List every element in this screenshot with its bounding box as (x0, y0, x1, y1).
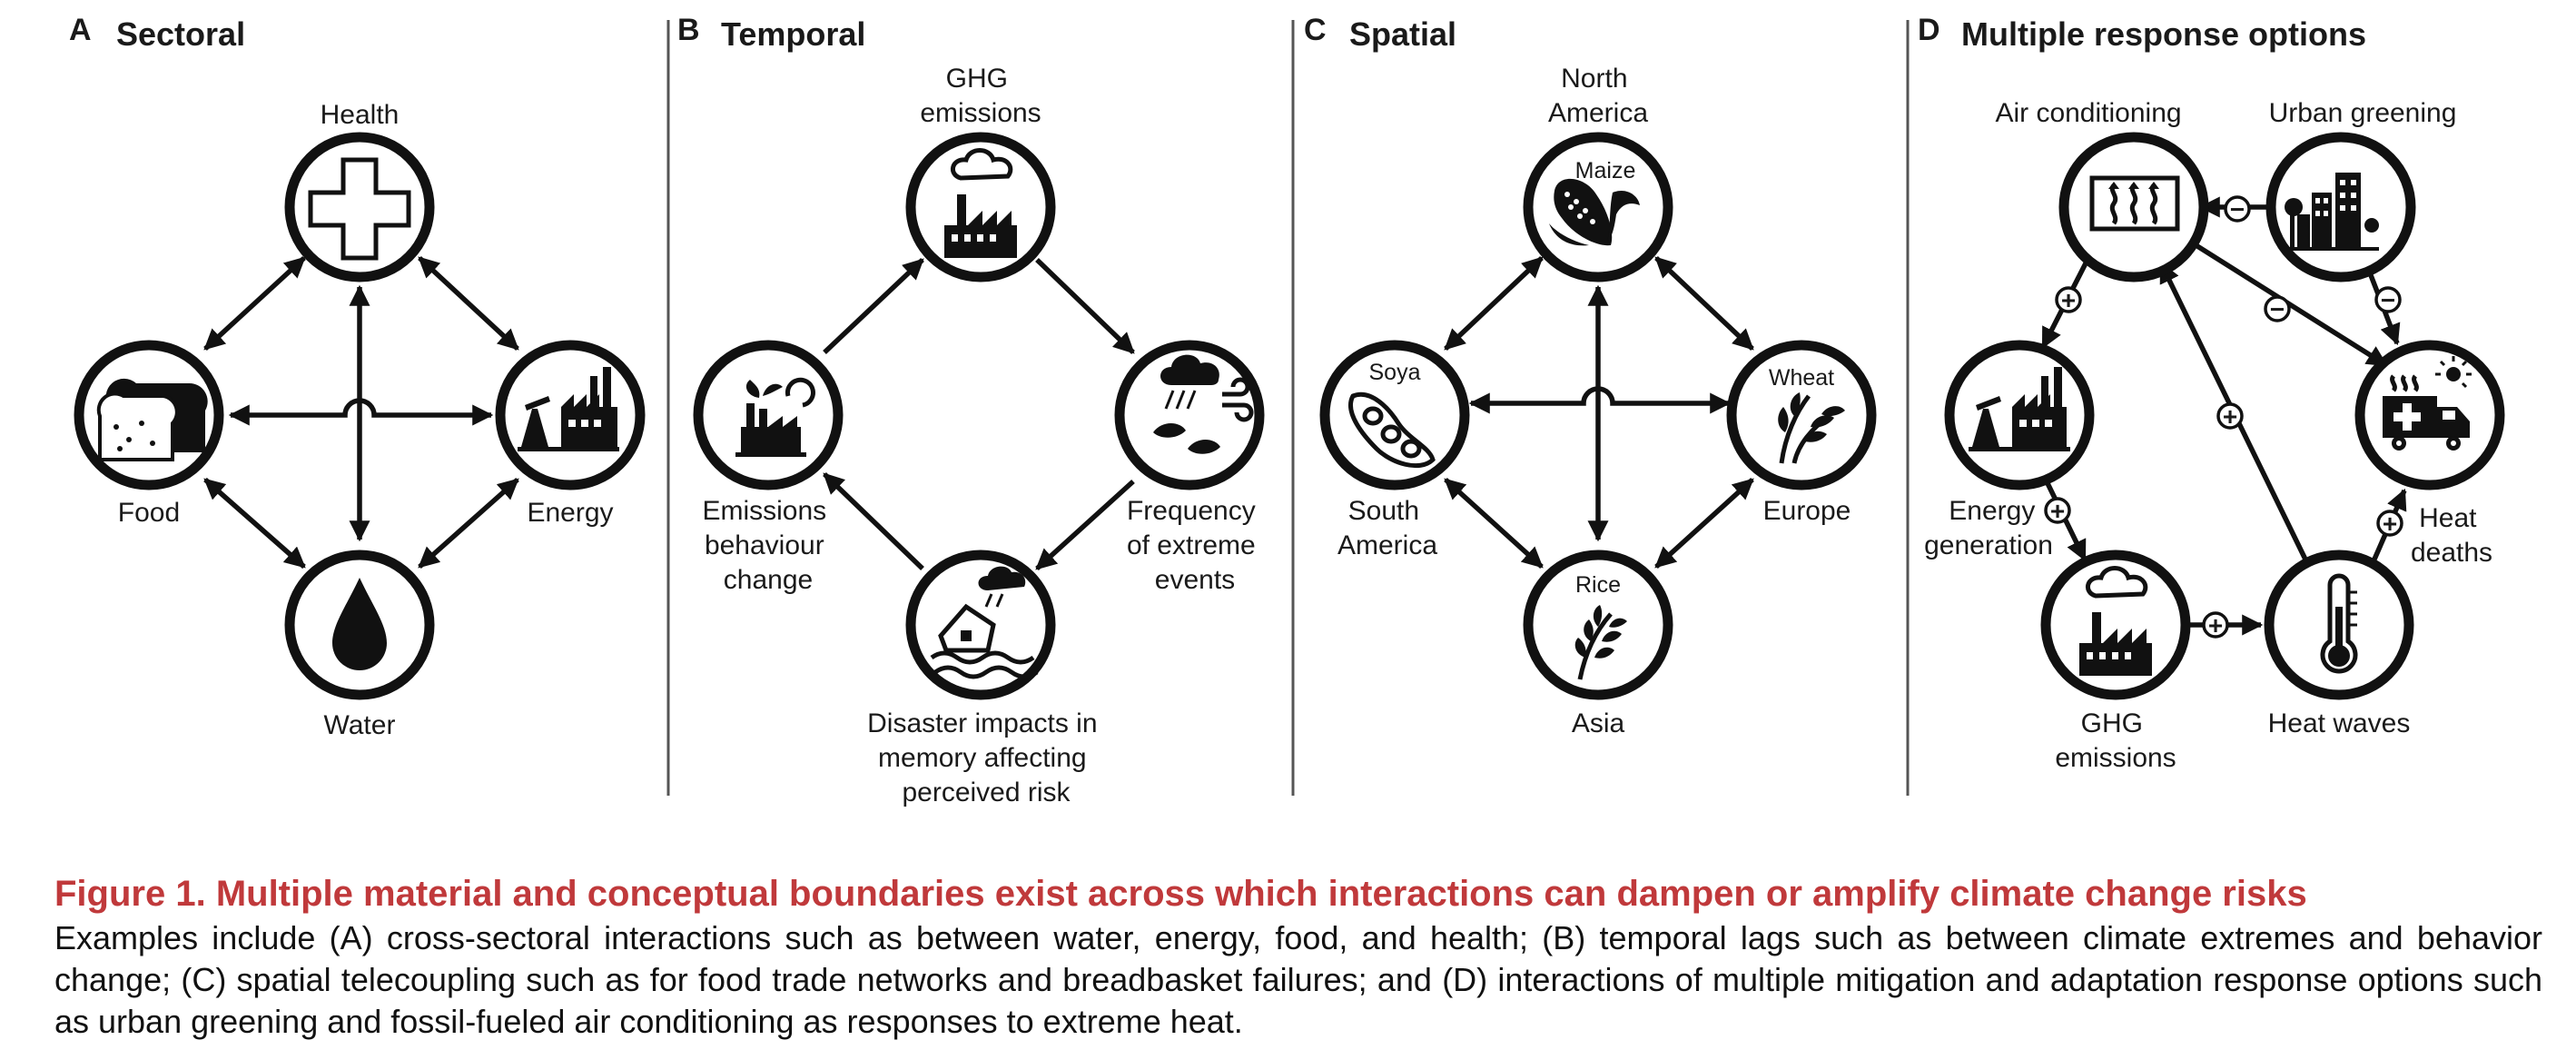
label-air-conditioning: Air conditioning (1995, 98, 2182, 128)
panel-b-temporal (698, 64, 1263, 807)
label-energy-generation: Energy generation (1924, 496, 2053, 560)
label-frequency-extreme: Frequency of extreme events (1126, 496, 1256, 595)
panel-c-title: Spatial (1349, 15, 1457, 53)
edge-energy-water (419, 480, 518, 567)
label-heat-deaths: Heat deaths (2410, 503, 2493, 568)
panel-b-title: Temporal (721, 15, 866, 53)
panel-b-letter: B (677, 13, 700, 47)
svg-text:+: + (2207, 611, 2224, 639)
caption-body: Examples include (A) cross-sectoral interactions such as between water, energy, food, and health; (B) temporal lags such as between climate extremes and behavior change; (C) spatial telecoupling such as for food trade networks and breadbasket failures; and (D) interactions of multiple mitigation and adaptation response options such as urban greening and fossil-fueled air conditioning as responses to extreme heat. (54, 919, 2542, 1040)
sign-badge-plus (2204, 611, 2227, 639)
edge-health-energy (419, 258, 518, 349)
panel-c-spatial (1325, 64, 1871, 738)
panel-c-letter: C (1304, 13, 1327, 47)
bread-icon (99, 379, 208, 460)
label-ghg-emissions-d: GHG emissions (2055, 708, 2176, 773)
label-disaster-impacts: Disaster impacts in memory affecting perceived risk (867, 708, 1098, 807)
label-heat-waves: Heat waves (2267, 708, 2411, 738)
edge-food-water (205, 480, 304, 567)
sign-badge-minus (2376, 286, 2400, 314)
node-emissions-behaviour (698, 345, 838, 485)
label-soya: Soya (1368, 360, 1421, 385)
label-rice: Rice (1574, 572, 1622, 598)
label-health: Health (320, 100, 400, 130)
sign-badge-minus (2265, 295, 2289, 323)
label-south-america: South America (1337, 496, 1438, 560)
label-asia: Asia (1571, 708, 1625, 738)
sign-badge-plus (2218, 402, 2242, 431)
panel-d-letter: D (1918, 13, 1940, 47)
label-water: Water (323, 710, 396, 740)
svg-text:−: − (2269, 295, 2285, 323)
svg-text:+: + (2382, 510, 2398, 538)
panel-d-responses (1924, 98, 2500, 773)
sign-badge-plus (2057, 286, 2080, 314)
edge-south-asia (1446, 480, 1542, 567)
label-wheat: Wheat (1768, 365, 1835, 391)
edge-health-food (205, 258, 304, 349)
svg-text:−: − (2380, 286, 2396, 314)
label-maize: Maize (1574, 158, 1636, 183)
edge-behaviour-ghg (824, 260, 923, 352)
label-north-america: North America (1547, 64, 1649, 128)
edge-ghg-frequency (1037, 260, 1133, 352)
label-europe: Europe (1762, 496, 1851, 526)
edge-disaster-behaviour (824, 474, 923, 569)
edge-north-europe (1656, 258, 1752, 349)
caption-title: Figure 1. Multiple material and conceptual boundaries exist across which interactions can dampen or amplify climate change risks (54, 874, 2307, 914)
sign-badge-plus (2046, 497, 2069, 525)
label-emissions-behaviour: Emissions behaviour change (702, 496, 827, 595)
sign-badge-plus (2378, 510, 2402, 538)
figure-caption (54, 870, 2542, 1043)
panel-a-title: Sectoral (116, 15, 246, 53)
label-ghg-emissions: GHG emissions (920, 64, 1041, 128)
panel-d-title: Multiple response options (1961, 15, 2367, 53)
label-energy: Energy (527, 498, 614, 528)
label-urban-greening: Urban greening (2268, 98, 2457, 128)
panel-a-sectoral (79, 100, 640, 740)
svg-text:+: + (2222, 402, 2238, 431)
panel-a-letter: A (69, 13, 92, 47)
label-food: Food (117, 498, 181, 528)
sign-badge-minus (2226, 195, 2249, 223)
svg-text:−: − (2229, 195, 2245, 223)
edge-north-south (1446, 258, 1542, 349)
edge-frequency-disaster (1037, 481, 1133, 569)
svg-text:+: + (2049, 497, 2066, 525)
svg-text:+: + (2060, 286, 2077, 314)
edge-europe-asia (1656, 480, 1752, 567)
